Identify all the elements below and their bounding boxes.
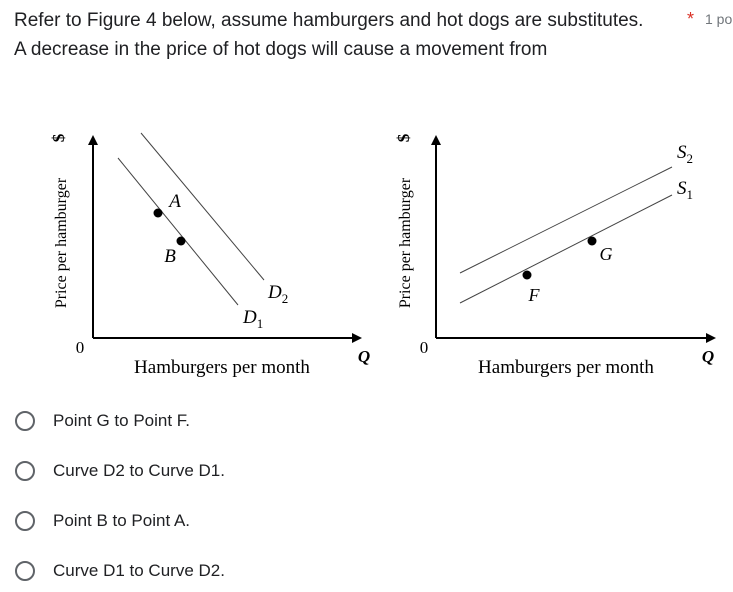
radio-button[interactable] <box>15 561 35 581</box>
curve-s1-line <box>460 195 672 303</box>
left-origin-label: 0 <box>75 338 85 357</box>
curve-s1-label: $S_1$ <box>677 178 693 202</box>
curve-s2-label: $S_2$ <box>677 142 693 166</box>
curve-d2-label: $D_2$ <box>268 282 289 306</box>
required-asterisk: * <box>687 9 695 29</box>
point-g-label: G <box>599 244 613 264</box>
curve-d2-line <box>141 133 264 280</box>
radio-button[interactable] <box>15 511 35 531</box>
point-a-label: A <box>169 191 181 212</box>
left-y-axis-symbol: $ <box>49 133 68 143</box>
figure-4 <box>0 110 733 400</box>
point-g-dot <box>588 237 597 246</box>
radio-button[interactable] <box>15 461 35 481</box>
option-b-to-a[interactable] <box>14 506 190 536</box>
right-y-axis-label: Price per hamburger <box>397 177 414 309</box>
point-a-dot <box>154 209 163 218</box>
left-x-axis-label: Hamburgers per month <box>134 357 310 378</box>
left-y-axis-label: Price per hamburger <box>53 177 70 309</box>
curve-d1-label: $D_1$ <box>243 307 264 331</box>
left-panel <box>49 133 370 378</box>
point-b-label: B <box>164 246 176 267</box>
question-line-1: Refer to Figure 4 below, assume hamburgers and hot dogs are substitutes. <box>14 10 644 31</box>
point-b-dot <box>177 237 186 246</box>
option-label[interactable]: Curve D1 to Curve D2. <box>53 561 225 580</box>
curve-d1-line <box>118 158 238 305</box>
curve-s2-line <box>460 167 672 273</box>
right-x-axis-symbol: Q <box>701 347 715 366</box>
question-text <box>14 6 704 64</box>
right-y-axis-symbol: $ <box>394 133 413 143</box>
figure-svg <box>0 110 733 400</box>
points-label: 1 po <box>705 11 733 27</box>
radio-button[interactable] <box>15 411 35 431</box>
option-d2-to-d1[interactable] <box>14 456 225 486</box>
point-f-dot <box>523 271 532 280</box>
right-origin-label: 0 <box>419 338 429 357</box>
question-line-2: A decrease in the price of hot dogs will cause a movement from <box>14 39 548 60</box>
option-label[interactable]: Point G to Point F. <box>53 411 191 430</box>
right-panel <box>394 133 714 378</box>
option-d1-to-d2[interactable] <box>14 556 225 586</box>
point-f-label: F <box>528 285 540 305</box>
option-label[interactable]: Curve D2 to Curve D1. <box>53 461 225 480</box>
right-x-axis-label: Hamburgers per month <box>478 357 654 378</box>
option-g-to-f[interactable] <box>14 406 190 436</box>
option-label[interactable]: Point B to Point A. <box>53 511 191 530</box>
left-x-axis-symbol: Q <box>357 347 371 366</box>
